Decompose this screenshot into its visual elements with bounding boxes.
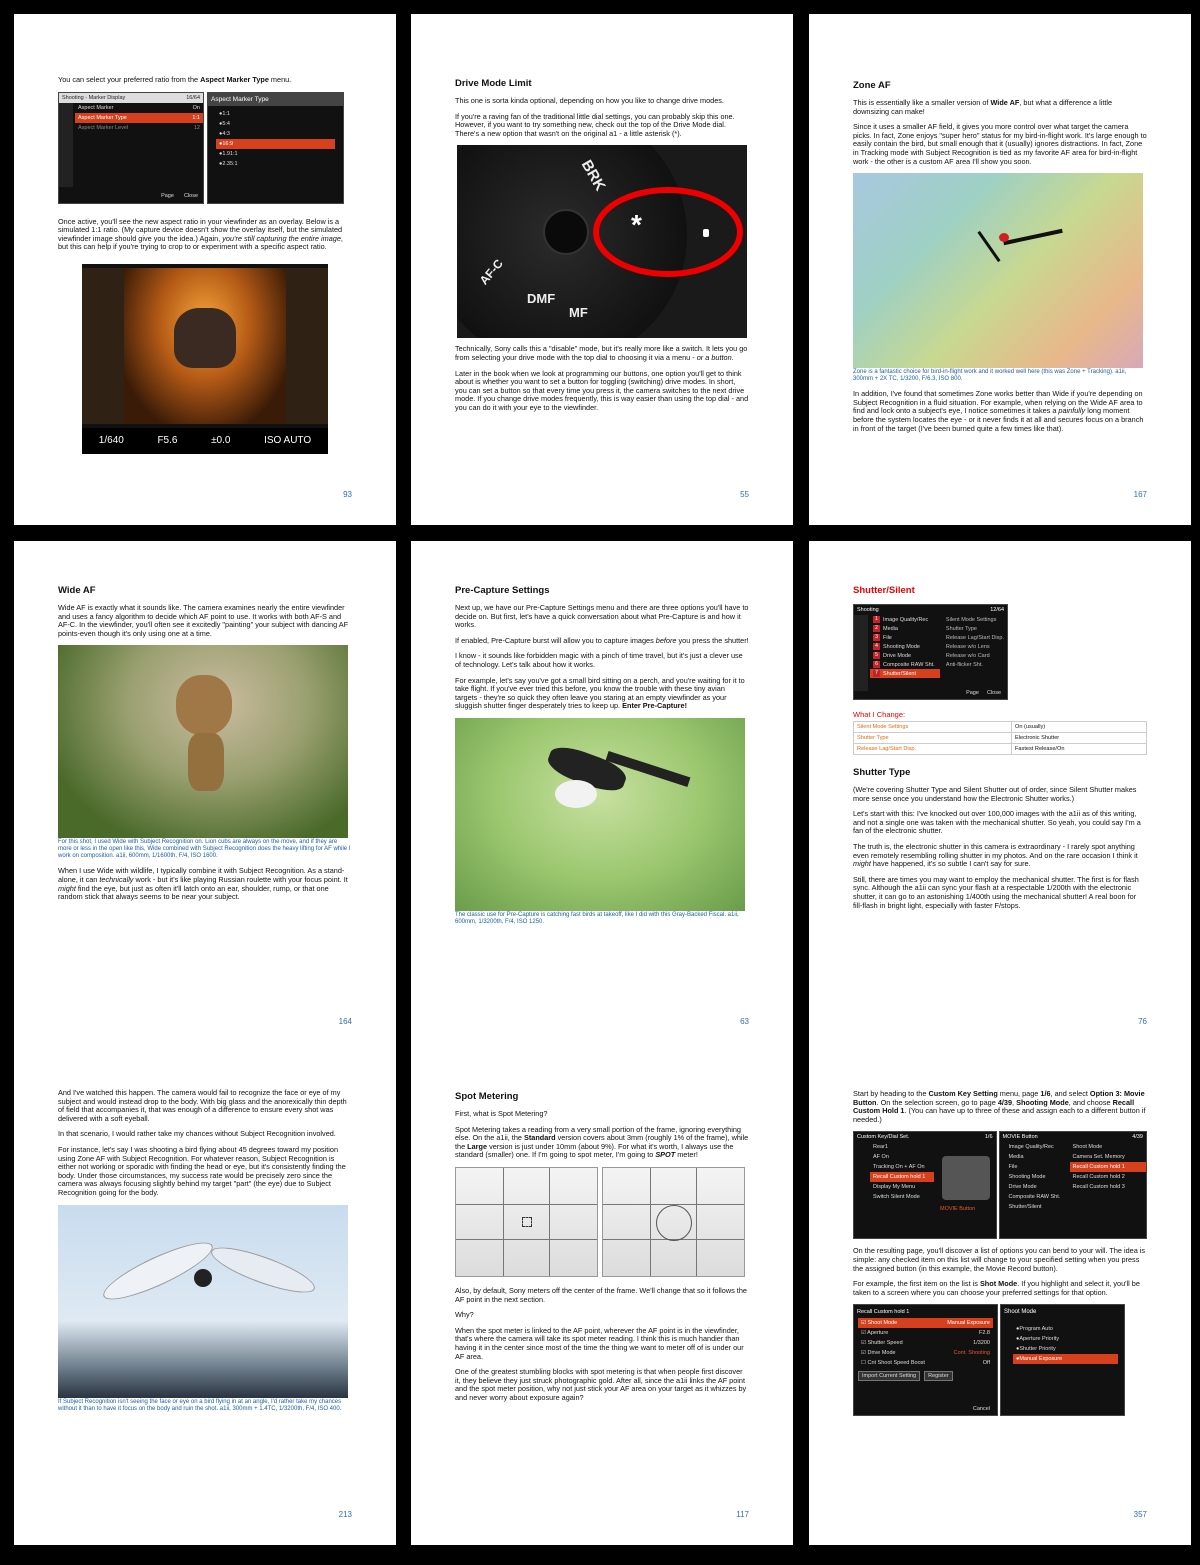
lion-cub-photo (58, 645, 348, 838)
spot-meter-standard (455, 1167, 598, 1277)
menu-item[interactable]: Drive Mode (1008, 1184, 1037, 1191)
photo-caption: For this shot, I used Wide with Subject Recognition on. Lion cubs are always on the move, and if they are more or less in the open like this, Wide combined with Subject Recognition does the heavy lifting for AF while I work on composition. a1ii, 600mm, 1/1600th, F/4, ISO 1600. (58, 839, 351, 860)
shooting-menu-screen: Shooting 12/64 1 Image Quality/Rec 2 Media 3 File 4 Shooting Mode 5 Drive Mode 6 Composite RAW Sht. 7 Shutter/Silent Silent Mode Settings Shutter Type Release Lag/Start Disp. Release w/o Lens Release w/o Card Anti-flicker Sht. Page Close (853, 604, 1008, 700)
page-title: Pre-Capture Settings (455, 585, 550, 596)
menu-item[interactable]: 5 Drive Mode (870, 651, 940, 660)
p7-para3: For instance, let's say I was shooting a bird flying about 45 degrees toward my position using Zone AF with Subject Recognition. For whatever reason, Subject Recognition is either not working or sporadic with finding the head or eye, but it's consistently finding the body. Under those circumstances, my success rate would be precisely zero since the camera was always focusing slightly behind my target "part" (the eye) due to Subject Recognition going for the body. (58, 1144, 346, 1197)
p8-para3: Also, by default, Sony meters off the center of the frame. We'll change that so it follows the AF point in the next section. (455, 1285, 747, 1304)
checklist-row[interactable]: ☑ Shoot Mode Manual Exposure (858, 1318, 993, 1328)
option[interactable]: ● 2.35:1 (219, 160, 238, 167)
p6-para2: Let's start with this: I've knocked out over 100,000 images with the a1ii as of this writing, and not a single one was taken with the mechanical shutter. So yeah, you could say I'm a fan of the electronic shutter. (853, 809, 1141, 836)
p8-para5: When the spot meter is linked to the AF point, wherever the AF point is in the viewfinder, that's where the camera will take its spot meter reading. I think this is much handier than having it in the center since most of the time the thing we want to meter off of is under our AF area. (455, 1325, 744, 1361)
custom-key-menus (853, 1131, 1147, 1239)
page-number: 167 (1133, 490, 1147, 499)
menu-item[interactable]: Tracking On + AF On (873, 1164, 925, 1171)
page-164 (14, 541, 396, 1052)
spot-marker-small (522, 1217, 532, 1227)
p9-para2: On the resulting page, you'll discover a list of options you can bend to your will. The idea is simple: any checked item on this list will change to your specified setting when you press the assigned button (in this example, the Movie Record button). (853, 1246, 1146, 1273)
recall-custom-hold-menu: Recall Custom hold 1 ☑ Shoot Mode Manual Exposure ☑ Aperture F2.8 ☑ Shutter Speed 1/3200 ☑ Drive Mode Cont. Shooting ☐ Cnt Shoot Speed Boost Off Import Current Setting Register Cancel (853, 1304, 998, 1416)
p6-para3: The truth is, the electronic shutter in this camera is extraordinary - I rarely spot anything even remotely resembling rolling shutter in my photos. And on the rare occasion I think it might have happened, it's so subtle I can't say for sure. (853, 841, 1138, 869)
p8-para6: One of the greatest stumbling blocks with spot metering is that when people first discover it, they believe they just struck photographic gold. After all, since the a1ii links the AF point and the spot meter position, why not just stick your AF area on your target as it whizzes by and never worry about exposure again? (455, 1367, 747, 1402)
menu-item[interactable]: 1 Image Quality/Rec (870, 615, 940, 624)
p5-para4: For example, let's say you've got a small bird sitting on a perch, and you're waiting for it to take flight. If you've ever tried this before, you know the trouble with these tiny avian targets - they're so quick they often leave you staring at an empty viewfinder as your sluggish shutter finger desperately tries to keep up. Enter Pre-Capture! (455, 675, 745, 711)
page-number: 55 (740, 490, 749, 499)
p2-para4: Later in the book when we look at programming our buttons, one option you'll get to think about is whether you want to set a button for toggling (switching) drive modes. In short, you can set a button so that every time you press it, the camera switches to the next drive mode. If you change drive modes frequently, this is way easier than using the top dial - and you can do it with your eye to the viewfinder. (455, 368, 749, 412)
page-117 (411, 1034, 793, 1545)
menu-item[interactable]: Image Quality/Rec (1008, 1144, 1054, 1151)
movie-button-label: MOVIE Button (940, 1206, 976, 1213)
register-button[interactable]: Register (924, 1371, 952, 1381)
page-93 (14, 14, 396, 525)
viewfinder-readout: 1/640 F5.6 ±0.0 ISO AUTO (82, 428, 328, 454)
menu-item[interactable]: 3 File (870, 633, 940, 642)
submenu-item[interactable]: Camera Set. Memory (1072, 1154, 1125, 1161)
p4-para2: When I use Wide with wildlife, I typically combine it with Subject Recognition. As a stand-alone, it can technically work - but it's like playing Russian roulette with your focus point. It might find the eye, but just as often it'll latch onto an ear, shoulder, rump, or that one random stick that always seems to be near your subject. (58, 866, 348, 902)
what-i-change-label: What I Change: (853, 710, 906, 719)
page-number: 213 (338, 1510, 352, 1519)
settings-change-table (853, 721, 1147, 755)
p8-para1: First, what is Spot Metering? (455, 1109, 548, 1118)
page-55 (411, 14, 793, 525)
custom-key-menu: Custom Key/Dial Set. 1/6 Rear1 AF On Tracking On + AF On Recall Custom hold 1 Display My Menu Switch Silent Mode MOVIE Button (853, 1131, 997, 1239)
menu-item[interactable]: Media (1008, 1154, 1024, 1161)
menu-item[interactable]: Display My Menu (873, 1184, 916, 1191)
menu-item[interactable]: 4 Shooting Mode (870, 642, 940, 651)
submenu-item[interactable]: Silent Mode Settings (945, 616, 997, 623)
option[interactable]: ● 1:1 (219, 110, 230, 117)
submenu-item[interactable]: Release w/o Card (945, 652, 990, 659)
menu-item[interactable]: Aspect Marker On (78, 104, 200, 111)
frigatebird-photo (853, 173, 1143, 368)
menu-item[interactable]: 6 Composite RAW Sht. (870, 660, 940, 669)
p6-para1: (We're covering Shutter Type and Silent Shutter out of order, since Silent Shutter makes more sense once you understand how the Electronic Shutter works.) (853, 785, 1137, 803)
checklist-row[interactable]: ☑ Aperture F2.8 (861, 1330, 990, 1337)
option[interactable]: ● Program Auto (1016, 1326, 1053, 1333)
page-title: Shutter/Silent (853, 585, 915, 596)
p5-para2: If enabled, Pre-Capture burst will allow you to capture images before you press the shutter! (455, 635, 749, 645)
marker-display-menu: Shooting - Marker Display 16/64 Aspect Marker On Aspect Marker Type 1:1 Aspect Marker Level 12 Page Close (58, 92, 204, 204)
page-title: Drive Mode Limit (455, 78, 532, 89)
option-selected[interactable]: ● 16:9 (216, 139, 335, 149)
gull-photo (58, 1205, 348, 1398)
page-76 (809, 541, 1191, 1052)
menu-item[interactable]: File (1008, 1164, 1018, 1171)
menu-item-selected[interactable]: Aspect Marker Type 1:1 (75, 113, 203, 123)
p8-para4: Why? (455, 1310, 474, 1320)
menu-item[interactable]: AF On (873, 1154, 889, 1161)
page-title: Spot Metering (455, 1091, 519, 1102)
submenu-item[interactable]: Release Lag/Start Disp. (945, 634, 1004, 641)
photo-caption: If Subject Recognition isn't seeing the face or eye on a bird flying in at an angle, I'd rather take my chances without it than to have it focus on the body and ruin the shot. a1ii, 300mm + 1.4TC, 1/3200th, F/4, ISO 400. (58, 1398, 342, 1412)
p3-para1: This is essentially like a smaller version of Wide AF, but what a difference a little downsizing can make! (853, 98, 1113, 116)
submenu-item[interactable]: Recall Custom hold 2 (1072, 1174, 1125, 1181)
p3-para2: Since it uses a smaller AF field, it gives you more control over what target the camera picks. In fact, Zone enjoys "super hero" status for my bird-in-flight work. It's large enough to easily contain the bird, but small enough that it (usually) ignores distractions. In fact, Zone in Tracking mode with Subject Recognition is tied as my favorite AF area for bird-in-flight work - the other is a custom AF area I'll show you soon. (853, 122, 1147, 166)
p2-para3: Technically, Sony calls this a "disable" mode, but it's really more like a switch. It lets you go from selecting your drive mode with the top dial to choosing it via a menu - or a button. (455, 344, 748, 362)
checklist-row[interactable]: ☑ Shutter Speed 1/3200 (861, 1340, 990, 1347)
camera-body-diagram (942, 1156, 990, 1200)
cancel-label: Cancel (972, 1406, 990, 1413)
red-highlight-circle (593, 187, 743, 277)
spot-meter-large (602, 1167, 745, 1277)
option[interactable]: ● Shutter Priority (1016, 1346, 1056, 1353)
spot-marker-large (656, 1205, 692, 1241)
page-number: 93 (343, 490, 352, 499)
menu-item-selected[interactable]: Recall Custom hold 1 (870, 1172, 934, 1182)
table-row: Silent Mode Settings On (usually) (854, 722, 1147, 733)
aspect-marker-menu (58, 92, 344, 204)
p9-para3: For example, the first item on the list is Shot Mode. If you highlight and select it, you'll be taken to a screen where you can choose your preferred settings for that option. (853, 1279, 1140, 1297)
page-357 (809, 1034, 1191, 1545)
page-number: 76 (1138, 1017, 1147, 1026)
submenu-item[interactable]: Release w/o Lens (945, 643, 990, 650)
checklist-row[interactable]: ☐ Cnt Shoot Speed Boost Off (861, 1360, 990, 1367)
p7-para2: In that scenario, I would rather take my chances without Subject Recognition involved. (58, 1129, 336, 1139)
photo-caption: Zone is a fantastic choice for bird-in-flight work and it worked well here (this was Zone + Tracking). a1ii, 300mm + 2X TC, 1/3200, F/6.3, ISO 800. (853, 369, 1127, 383)
p1-intro: You can select your preferred ratio from the Aspect Marker Type menu. (58, 75, 292, 84)
page-title: Wide AF (58, 585, 96, 596)
p3-para3: In addition, I've found that sometimes Zone works better than Wide if you're depending on Subject Recognition in a fluid situation. For example, when relying on the Wide AF area to find and lock onto a subject's eye, I notice sometimes it takes a painfully long moment before the system locates the eye - or it never finds it at all and secures focus on a branch in front of the target (I've been burned quite a few times like that). (853, 389, 1144, 433)
p4-para1: Wide AF is exactly what it sounds like. The camera examines nearly the entire viewfinder and uses a fancy algorithm to decide which AF point to use. It works with both AF-S and AF-C. In the viewfinder, you'll often see it excitedly "painting" your subject with dancing AF points-even though it's only using one at a time. (58, 603, 349, 638)
submenu-item[interactable]: Anti-flicker Sht. (945, 661, 983, 668)
menu-item-selected[interactable]: 7 Shutter/Silent (870, 669, 940, 678)
page-number: 63 (740, 1017, 749, 1026)
drive-mode-dial-photo: BRK DMF MF AF-C * (457, 145, 747, 338)
option[interactable]: ● 4:3 (219, 130, 230, 137)
menu-item[interactable]: 2 Media (870, 624, 940, 633)
menu-item[interactable]: Shooting Mode (1008, 1174, 1046, 1181)
recall-custom-menus (853, 1304, 1147, 1416)
p7-para1: And I've watched this happen. The camera would fail to recognize the face or eye of my subject and would instead drop to the body. With big glass and the anorexically thin depth of field that accompanies it, that was enough of a difference to ensure every shot was delivered with a soft eyeball. (58, 1088, 347, 1123)
p2-para1: This one is sorta kinda optional, depending on how you like to change drive modes. (455, 96, 724, 105)
menu-item[interactable]: Shutter/Silent (1008, 1204, 1042, 1211)
spot-meter-diagrams (455, 1167, 749, 1277)
menu-item[interactable]: Aspect Marker Level 12 (78, 124, 200, 131)
option[interactable]: ● 1.91:1 (219, 150, 238, 157)
p6-para4: Still, there are times you may want to employ the mechanical shutter. The first is for flash sync. Although the a1ii can sync your flash at a respectable 1/200th with the electronic shutter, it can go to an astonishing 1/400th using the mechanical shutter! A real boon for fill-flash in bright light, especially with faster F/stops. (853, 874, 1139, 910)
checklist-row[interactable]: ☑ Drive Mode Cont. Shooting (861, 1350, 990, 1357)
option-selected[interactable]: ● Manual Exposure (1013, 1354, 1118, 1364)
menu-item[interactable]: Composite RAW Sht. (1008, 1194, 1061, 1201)
p9-para1: Start by heading to the Custom Key Setting menu, page 1/6, and select Option 3: Movie Button. On the selection screen, go to page 4/39, Shooting Mode, and choose Recall Custom Hold 1. (You can have up to three of these and assign each to a different button if needed.) (853, 1089, 1146, 1124)
page-number: 117 (736, 1510, 749, 1519)
page-63 (411, 541, 793, 1052)
p8-para2: Spot Metering takes a reading from a very small portion of the frame, ignoring everything else. On the a1ii, the Standard version covers about 3mm (roughly 1% of the frame), while the Large version is just under 10mm (about 9%). For what it's worth, I always use the standard (smaller) one. If I'm going to spot meter, I'm going to SPOT meter! (455, 1124, 749, 1160)
fiscal-bird-photo (455, 718, 745, 911)
p5-para1: Next up, we have our Pre-Capture Settings menu and there are three options you'll have to decide on. But first, let's have a quick conversation about what Pre-Capture is and how it works. (455, 603, 749, 630)
p1-para1: Once active, you'll see the new aspect ratio in your viewfinder as an overlay. Below is a simulated 1:1 ratio. (My capture device doesn't show the overlay itself, but the simulated viewfinder image should give you the idea.) Again, you're still capturing the entire image, but this can help if you're trying to crop to or experiment with a specific aspect ratio. (58, 216, 343, 252)
submenu-item[interactable]: Shutter Type (945, 625, 977, 632)
section-title: Shutter Type (853, 767, 911, 778)
shoot-mode-menu: Shoot Mode ● Program Auto ● Aperture Priority ● Shutter Priority ● Manual Exposure (1000, 1304, 1125, 1416)
menu-item[interactable]: Switch Silent Mode (873, 1194, 920, 1201)
page-number: 164 (338, 1017, 352, 1026)
table-row: Shutter Type Electronic Shutter (854, 733, 1147, 744)
photo-caption: The classic use for Pre-Capture is catching fast birds at takeoff, like I did with this Gray-Backed Fiscal. a1ii, 600mm, 1/3200th, F/4, ISO 1250. (455, 911, 739, 925)
submenu-item[interactable]: Shoot Mode (1072, 1144, 1103, 1151)
submenu-item-selected[interactable]: Recall Custom hold 1 (1070, 1162, 1146, 1172)
p5-para3: I know - it sounds like forbidden magic with a pinch of time travel, but it's just a clever use of technology. Let's talk about how it works. (455, 651, 743, 669)
import-current-setting-button[interactable]: Import Current Setting (858, 1371, 920, 1381)
page-213 (14, 1034, 396, 1545)
menu-item[interactable]: Rear1 (873, 1144, 888, 1151)
page-title: Zone AF (853, 80, 891, 91)
aspect-type-submenu: Aspect Marker Type ● 1:1 ● 5:4 ● 4:3 ● 16:9 ● 1.91:1 ● 2.35:1 (207, 92, 344, 204)
p2-para2: If you're a raving fan of the traditional little dial settings, you can probably skip this one. However, if you want to try something new, check out the top of the Drive Mode dial. There's a new option that wasn't on the original a1 - a little asterisk (*). (455, 111, 735, 138)
option[interactable]: ● Aperture Priority (1016, 1336, 1060, 1343)
viewfinder-image (82, 264, 328, 454)
hippo-photo (124, 268, 286, 424)
page-167 (809, 14, 1191, 525)
submenu-item[interactable]: Recall Custom hold 3 (1072, 1184, 1125, 1191)
page-number: 357 (1133, 1510, 1147, 1519)
movie-button-menu: MOVIE Button 4/39 Image Quality/Rec Media File Shooting Mode Drive Mode Composite RAW Sht. Shutter/Silent Shoot Mode Camera Set. Memory Recall Custom hold 1 Recall Custom hold 2 Recall Custom hold 3 (999, 1131, 1147, 1239)
table-row: Release Lag/Start Disp. Fastest Release/On (854, 744, 1147, 755)
option[interactable]: ● 5:4 (219, 120, 230, 127)
